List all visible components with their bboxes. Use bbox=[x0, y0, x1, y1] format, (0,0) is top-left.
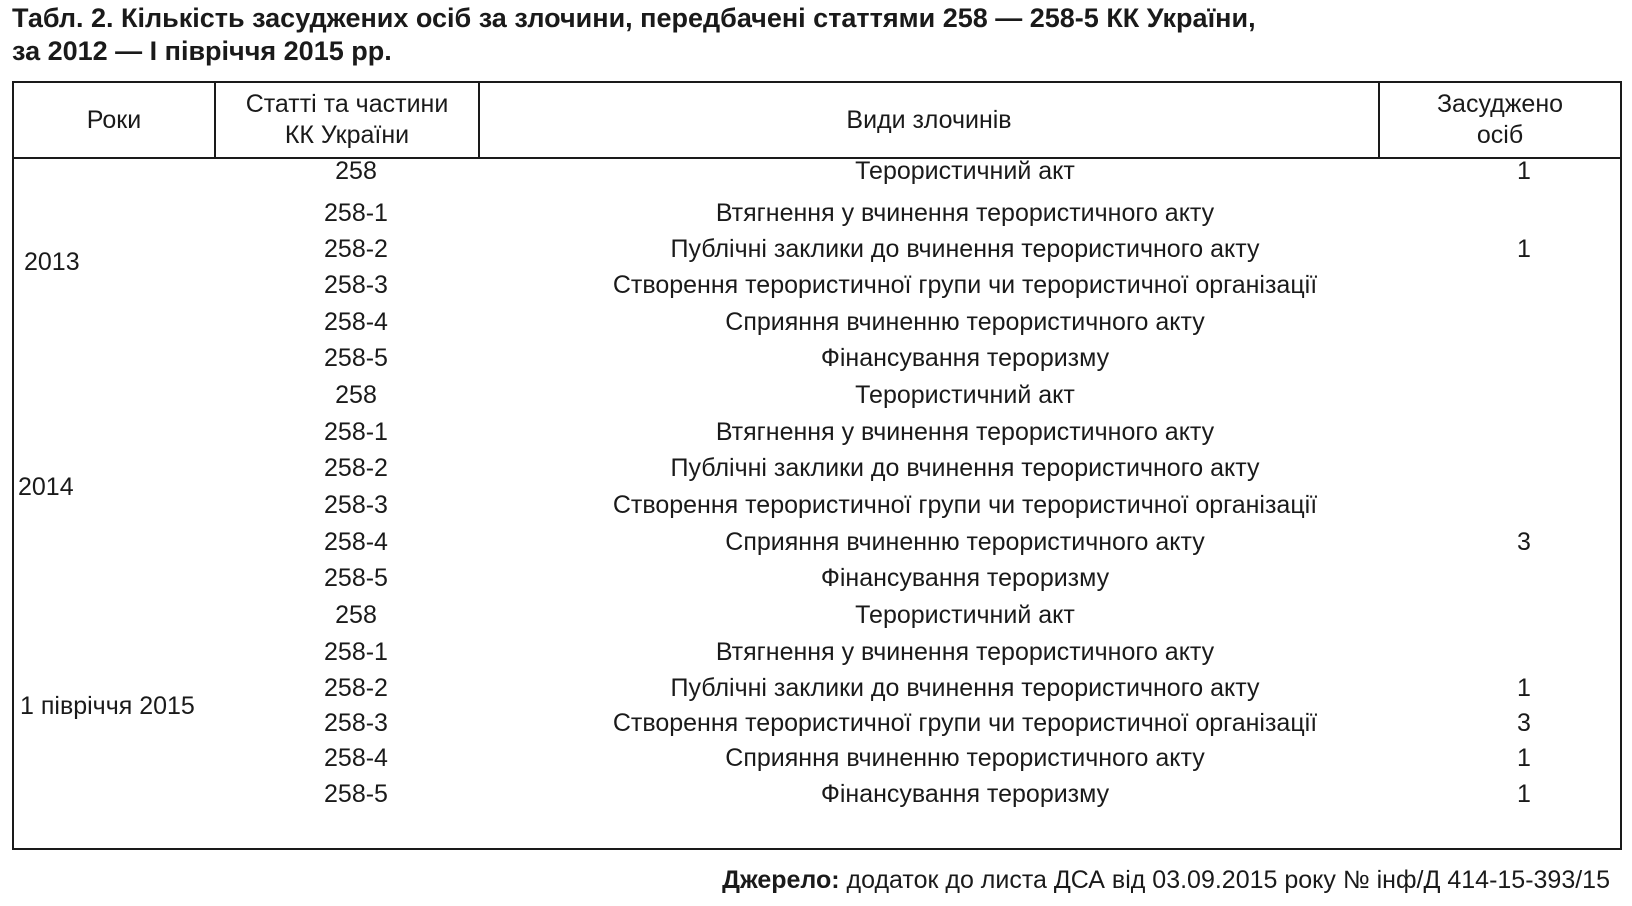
article-cell: 258-2 bbox=[324, 454, 388, 482]
article-cell: 258-4 bbox=[324, 528, 388, 556]
convicted-count-cell: 1 bbox=[1517, 780, 1531, 808]
year-label: 2014 bbox=[18, 473, 74, 501]
crime-type-cell: Втягнення у вчинення терористичного акту bbox=[715, 418, 1215, 446]
table-title bbox=[12, 2, 1612, 68]
source-label: Джерело: bbox=[722, 866, 840, 894]
article-cell: 258-1 bbox=[324, 418, 388, 446]
crime-type-cell: Публічні заклики до вчинення терористичного акту bbox=[670, 454, 1260, 482]
article-cell: 258-2 bbox=[324, 674, 388, 702]
crime-type-cell: Сприяння вчиненню терористичного акту bbox=[725, 744, 1205, 772]
article-cell: 258-3 bbox=[324, 491, 388, 519]
header-years bbox=[14, 83, 214, 157]
header-crime-types-label: Види злочинів bbox=[846, 105, 1012, 134]
table-title-line-1: Табл. 2. Кількість засуджених осіб за злочини, передбачені статтями 258 — 258-5 КК України, bbox=[12, 3, 1256, 33]
header-articles-line-2: КК України bbox=[284, 121, 410, 149]
article-cell: 258-5 bbox=[324, 780, 388, 808]
convicted-count-cell: 1 bbox=[1517, 674, 1531, 702]
header-convicted-line-1: Засуджено bbox=[1436, 90, 1564, 118]
crime-type-cell: Фінансування тероризму bbox=[820, 780, 1110, 808]
article-cell: 258 bbox=[335, 601, 377, 629]
convicted-count-cell: 1 bbox=[1517, 235, 1531, 263]
crime-type-cell: Створення терористичної групи чи терористичної організації bbox=[612, 271, 1318, 299]
crime-type-cell: Терористичний акт bbox=[855, 157, 1075, 185]
article-cell: 258-4 bbox=[324, 744, 388, 772]
table-title-line-2: за 2012 — І півріччя 2015 рр. bbox=[12, 36, 392, 66]
year-label: 2013 bbox=[24, 248, 80, 276]
crime-type-cell: Публічні заклики до вчинення терористичного акту bbox=[670, 235, 1260, 263]
article-cell: 258 bbox=[335, 381, 377, 409]
crime-type-cell: Сприяння вчиненню терористичного акту bbox=[725, 308, 1205, 336]
year-label: 1 півріччя 2015 bbox=[20, 692, 195, 720]
article-cell: 258-5 bbox=[324, 564, 388, 592]
convicted-count-cell: 3 bbox=[1517, 709, 1531, 737]
article-cell: 258-4 bbox=[324, 308, 388, 336]
header-years-label: Роки bbox=[86, 105, 142, 134]
article-cell: 258-1 bbox=[324, 638, 388, 666]
source-text: додаток до листа ДСА від 03.09.2015 року № інф/Д 414-15-393/15 bbox=[839, 866, 1610, 894]
convicted-count-cell: 1 bbox=[1517, 744, 1531, 772]
article-cell: 258-1 bbox=[324, 199, 388, 227]
header-crime-types bbox=[480, 83, 1378, 157]
crime-type-cell: Створення терористичної групи чи терористичної організації bbox=[612, 491, 1318, 519]
crime-type-cell: Сприяння вчиненню терористичного акту bbox=[725, 528, 1205, 556]
header-convicted-line-2: осіб bbox=[1476, 121, 1524, 149]
convicted-count-cell: 1 bbox=[1517, 157, 1531, 185]
header-articles bbox=[216, 83, 478, 157]
crime-type-cell: Втягнення у вчинення терористичного акту bbox=[715, 199, 1215, 227]
header-convicted bbox=[1380, 83, 1620, 157]
article-cell: 258-3 bbox=[324, 709, 388, 737]
article-cell: 258-3 bbox=[324, 271, 388, 299]
crime-type-cell: Терористичний акт bbox=[855, 601, 1075, 629]
header-articles-line-1: Статті та частини bbox=[245, 90, 449, 118]
article-cell: 258-2 bbox=[324, 235, 388, 263]
crime-type-cell: Фінансування тероризму bbox=[820, 344, 1110, 372]
convicted-count-cell: 3 bbox=[1517, 528, 1531, 556]
crime-type-cell: Терористичний акт bbox=[855, 381, 1075, 409]
table-header-row bbox=[14, 83, 1620, 159]
crime-type-cell: Створення терористичної групи чи терористичної організації bbox=[612, 709, 1318, 737]
article-cell: 258 bbox=[335, 157, 377, 185]
article-cell: 258-5 bbox=[324, 344, 388, 372]
crime-type-cell: Втягнення у вчинення терористичного акту bbox=[715, 638, 1215, 666]
crime-type-cell: Фінансування тероризму bbox=[820, 564, 1110, 592]
source-note bbox=[722, 864, 1610, 896]
crime-type-cell: Публічні заклики до вчинення терористичного акту bbox=[670, 674, 1260, 702]
